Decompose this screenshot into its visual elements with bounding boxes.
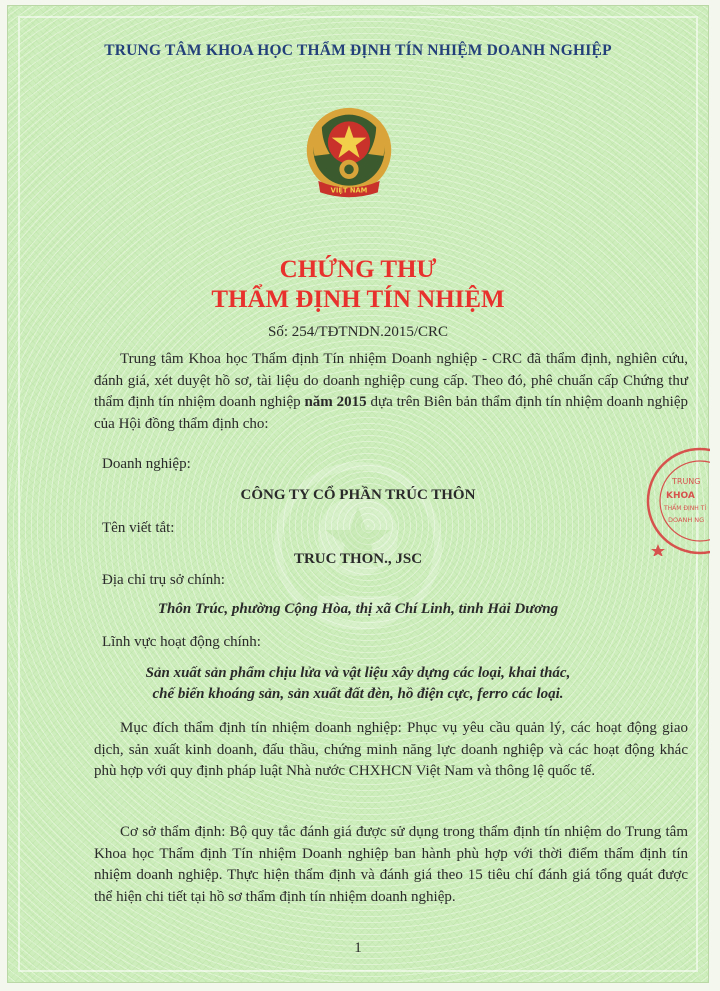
intro-text-start: Trung tâm Khoa học Thẩm định Tín nhiệm Doanh nghiệp - CRC đã thẩm định, nghiên cứu, đánh giá, xét duyệt hồ sơ, tài liệu do doanh nghiệp cung cấp. Theo đó, phê chuẩn cấp Chứng thư thẩm định tín nhiệm doanh nghiệp — [94, 351, 688, 410]
red-seal-stamp-icon — [638, 446, 710, 556]
certificate-page — [8, 6, 708, 982]
intro-text-end: dựa trên Biên bản thẩm định tín nhiệm doanh nghiệp của Hội đồng thẩm định cho: — [94, 394, 688, 432]
company-abbreviation: TRUC THON., JSC — [293, 551, 423, 567]
svg-text:KHOA: KHOA — [666, 491, 695, 501]
national-emblem-icon — [301, 106, 397, 202]
business-field-line2: chế biến khoáng sản, sản xuất đất đèn, hồ điện cực, ferro các loại. — [152, 686, 564, 702]
business-field-label: Lĩnh vực hoạt động chính: — [102, 634, 261, 650]
address-label: Địa chỉ trụ sở chính: — [102, 572, 225, 588]
company-name: CÔNG TY CỔ PHẦN TRÚC THÔN — [240, 487, 476, 503]
certificate-title-line1: CHỨNG THƯ — [279, 256, 437, 283]
basis-paragraph: Cơ sở thẩm định: Bộ quy tắc đánh giá được sử dụng trong thẩm định tín nhiệm do Trung tâm Khoa học Thẩm định Tín nhiệm Doanh nghiệp ban hành phù hợp với thời điểm thẩm định tín nhiệm doanh nghiệp. Thực hiện thẩm định và đánh giá theo 15 tiêu chí đánh giá tổng quát được thể hiện chi tiết tại hồ sơ thẩm định tín nhiệm doanh nghiệp. — [94, 824, 688, 905]
emblem-motto: VIỆT NAM — [330, 186, 368, 195]
intro-paragraph — [94, 349, 688, 435]
svg-text:TRUNG: TRUNG — [672, 477, 701, 486]
certificate-number: Số: 254/TĐTNDN.2015/CRC — [267, 324, 448, 340]
intro-year: năm 2015 — [304, 394, 367, 410]
organization-header: TRUNG TÂM KHOA HỌC THẨM ĐỊNH TÍN NHIỆM DOANH NGHIỆP — [104, 42, 612, 59]
company-address: Thôn Trúc, phường Cộng Hòa, thị xã Chí Linh, tỉnh Hải Dương — [157, 601, 559, 617]
page-number: 1 — [354, 940, 362, 956]
certificate-title-line2: THẨM ĐỊNH TÍN NHIỆM — [211, 286, 505, 313]
business-field-line1: Sản xuất sản phẩm chịu lửa và vật liệu xây dựng các loại, khai thác, — [145, 665, 571, 681]
svg-text:THẨM ĐỊNH TÍ: THẨM ĐỊNH TÍ — [664, 505, 707, 512]
purpose-paragraph: Mục đích thẩm định tín nhiệm doanh nghiệp: Phục vụ yêu cầu quản lý, các hoạt động giao dịch, sản xuất kinh doanh, đấu thầu, chứng minh năng lực doanh nghiệp và các hoạt động khác phù hợp với quy định pháp luật Nhà nước CHXHCN Việt Nam và thông lệ quốc tế. — [94, 720, 688, 779]
company-name-label: Doanh nghiệp: — [102, 456, 191, 472]
abbreviation-label: Tên viết tắt: — [102, 520, 175, 536]
svg-text:DOANH NG: DOANH NG — [668, 516, 705, 524]
